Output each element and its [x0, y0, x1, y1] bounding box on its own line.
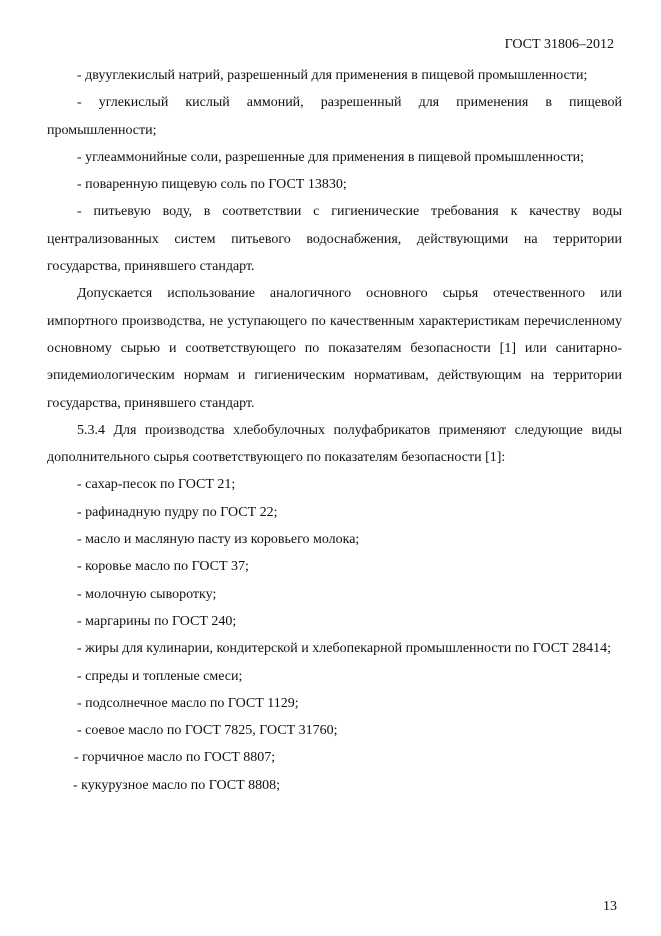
list-item: - спреды и топленые смеси; [77, 668, 243, 684]
list-item: - поваренную пищевую соль по ГОСТ 13830; [77, 177, 347, 193]
list-item: - двууглекислый натрий, разрешенный для применения в пищевой промышленности; [77, 68, 588, 83]
list-item: - масло и масляную пасту из коровьего молока; [77, 532, 360, 548]
list-item: - рафинадную пудру по ГОСТ 22; [77, 504, 278, 520]
list-item: - питьевую воду, в соответствии с гигиенические требования к качеству воды централизованных систем питьевого водоснабжения, действующими на территории государства, принявшего стандарт. [47, 204, 622, 275]
list-item: - углеаммонийные соли, разрешенные для применения в пищевой промышленности; [77, 149, 585, 165]
section-paragraph-5-3-4: 5.3.4 Для производства хлебобулочных полуфабрикатов применяют следующие виды дополнительного сырья соответствующего по показателям безопасности [1]: [47, 422, 622, 466]
list-item: - соевое масло по ГОСТ 7825, ГОСТ 31760; [77, 723, 338, 739]
paragraph: Допускается использование аналогичного основного сырья отечественного или импортного производства, не уступающего по качественным характеристикам перечисленному основному сырью и соответствующего по показателям безопасности [1] или санитарно-эпидемиологическим нормам и гигиеническим нормативам, действующим на территории государства, принявшего стандарт. [47, 286, 622, 411]
document-code: ГОСТ 31806–2012 [504, 37, 614, 52]
page-number: 13 [603, 899, 617, 914]
list-item: - сахар-песок по ГОСТ 21; [77, 477, 236, 493]
list-item: - кукурузное масло по ГОСТ 8808; [73, 777, 281, 793]
list-item: - подсолнечное масло по ГОСТ 1129; [77, 695, 299, 711]
list-item: - коровье масло по ГОСТ 37; [77, 559, 249, 575]
list-item: - маргарины по ГОСТ 240; [77, 613, 237, 629]
list-item: - углекислый кислый аммоний, разрешенный для применения в пищевой промышленности; [47, 95, 622, 138]
list-item: - молочную сыворотку; [77, 586, 217, 602]
list-item: - горчичное масло по ГОСТ 8807; [74, 750, 276, 766]
document-body [47, 62, 622, 799]
list-item: - жиры для кулинарии, кондитерской и хлебопекарной промышленности по ГОСТ 28414; [77, 641, 612, 657]
